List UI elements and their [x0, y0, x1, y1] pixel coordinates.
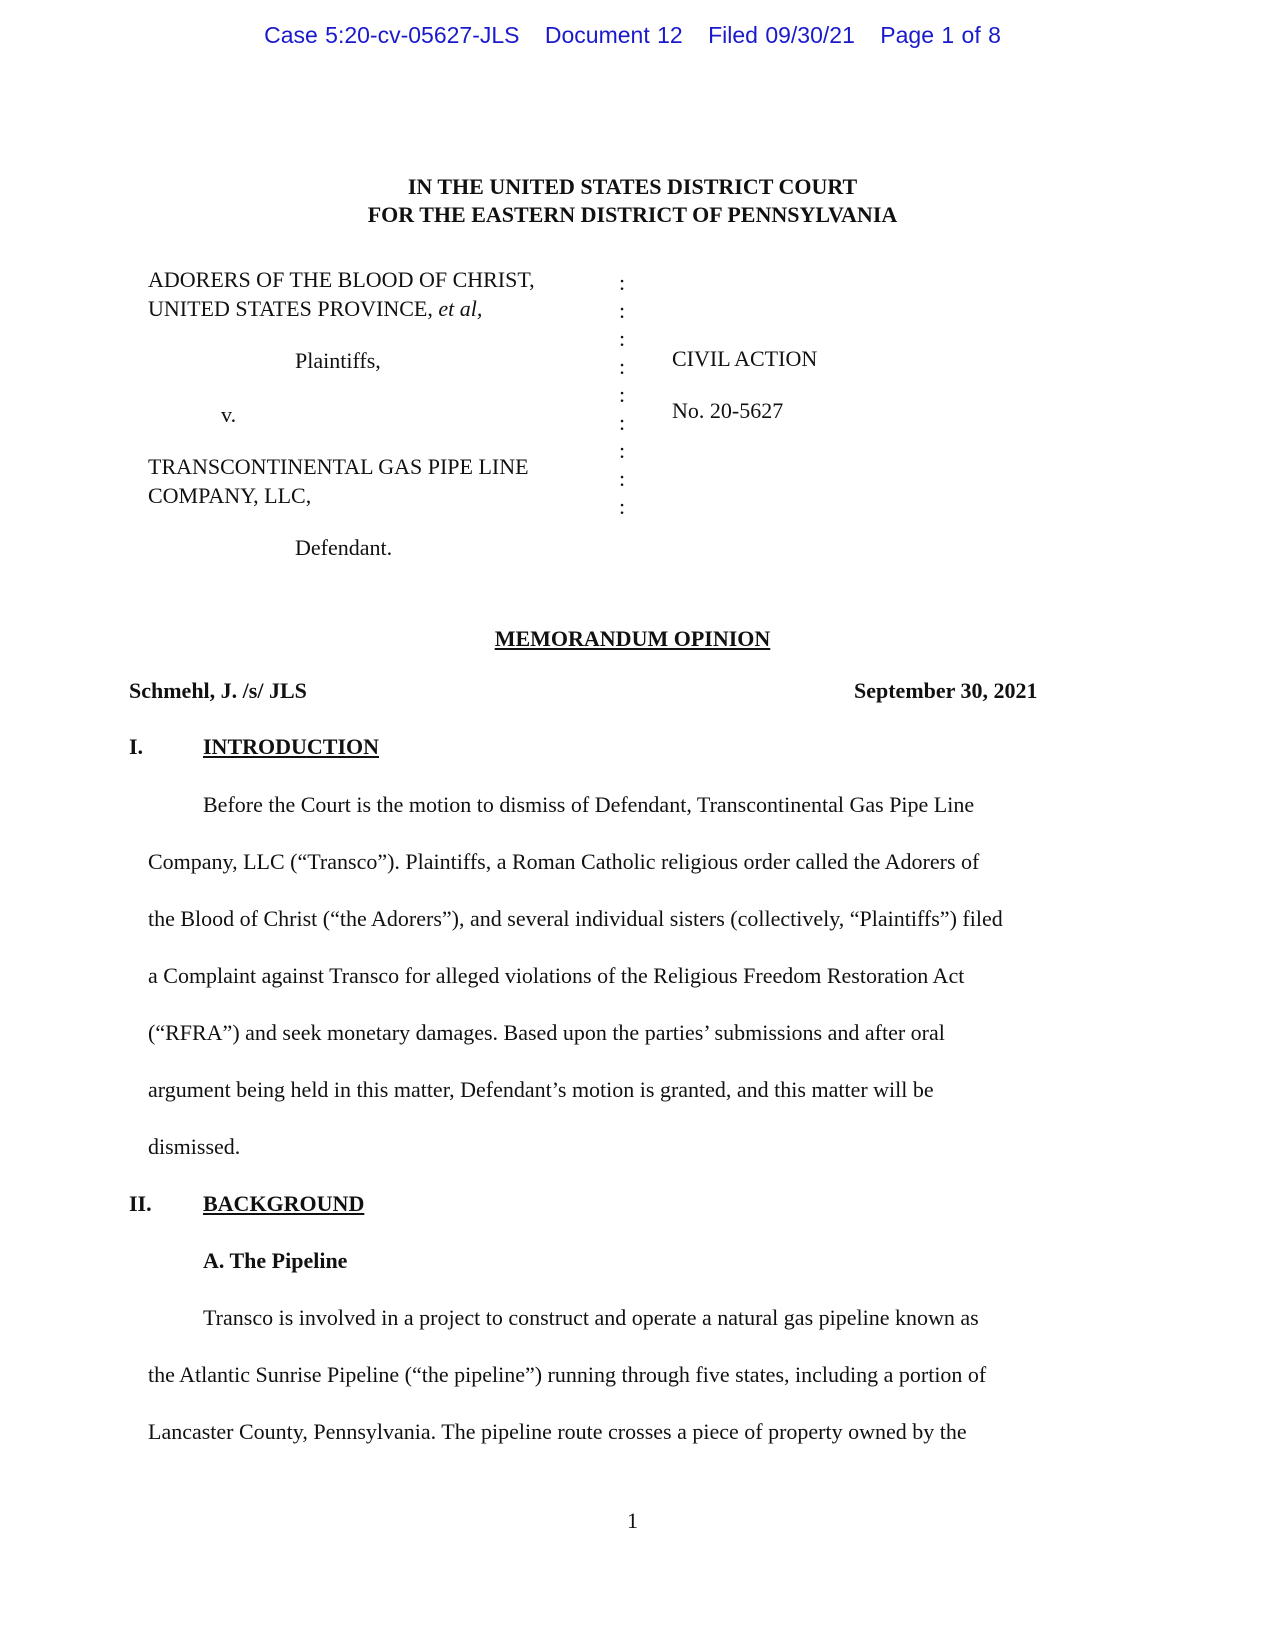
- opinion-date: September 30, 2021: [854, 678, 1038, 703]
- paragraph-line: dismissed.: [148, 1134, 241, 1159]
- paragraph-line: (“RFRA”) and seek monetary damages. Based upon the parties’ submissions and after oral: [148, 1020, 945, 1045]
- section-number-intro: I.: [129, 734, 144, 759]
- caption-separator: :: [619, 410, 626, 435]
- defendant-name-line2: COMPANY, LLC,: [148, 483, 312, 508]
- caption-separator: :: [619, 382, 626, 407]
- plaintiffs-label: Plaintiffs,: [295, 348, 381, 373]
- section-heading-background: BACKGROUND: [203, 1191, 365, 1216]
- paragraph-line: the Atlantic Sunrise Pipeline (“the pipeline”) running through five states, including a portion of: [148, 1362, 987, 1387]
- case-docket-number: No. 20-5627: [672, 398, 784, 423]
- court-name-line1: IN THE UNITED STATES DISTRICT COURT: [407, 174, 858, 199]
- paragraph-line: Before the Court is the motion to dismiss of Defendant, Transcontinental Gas Pipe Line: [203, 792, 975, 817]
- document-title: MEMORANDUM OPINION: [494, 626, 771, 651]
- section-heading-intro: INTRODUCTION: [203, 734, 380, 759]
- paragraph-line: Company, LLC (“Transco”). Plaintiffs, a Roman Catholic religious order called the Adorers of: [148, 849, 980, 874]
- defendant-label: Defendant.: [295, 535, 393, 560]
- paragraph-line: Transco is involved in a project to construct and operate a natural gas pipeline known as: [203, 1305, 979, 1330]
- paragraph-line: Lancaster County, Pennsylvania. The pipeline route crosses a piece of property owned by the: [148, 1419, 967, 1444]
- plaintiff-name-line1: ADORERS OF THE BLOOD OF CHRIST,: [148, 267, 535, 292]
- section-number-background: II.: [129, 1191, 152, 1216]
- plaintiff-name-line2: UNITED STATES PROVINCE, et al,: [148, 296, 483, 321]
- caption-separator: :: [619, 494, 626, 519]
- caption-separator: :: [619, 298, 626, 323]
- civil-action-label: CIVIL ACTION: [672, 346, 818, 371]
- caption-separator: :: [619, 326, 626, 351]
- subsection-heading-pipeline: A. The Pipeline: [203, 1248, 348, 1273]
- filed-date-stamp: Filed 09/30/21: [708, 22, 855, 48]
- paragraph-line: argument being held in this matter, Defendant’s motion is granted, and this matter will be: [148, 1077, 934, 1102]
- judge-signature: Schmehl, J. /s/ JLS: [129, 678, 307, 703]
- paragraph-line: a Complaint against Transco for alleged violations of the Religious Freedom Restoration Act: [148, 963, 965, 988]
- paragraph-line: the Blood of Christ (“the Adorers”), and several individual sisters (collectively, “Plaintiffs”) filed: [148, 906, 1003, 931]
- case-number-stamp: Case 5:20-cv-05627-JLS: [264, 22, 520, 48]
- caption-separator: :: [619, 354, 626, 379]
- page-count-stamp: Page 1 of 8: [880, 22, 1001, 48]
- et-al: et al,: [438, 296, 483, 321]
- court-name-line2: FOR THE EASTERN DISTRICT OF PENNSYLVANIA: [367, 202, 898, 227]
- caption-separator: :: [619, 270, 626, 295]
- caption-separator: :: [619, 438, 626, 463]
- document-number-stamp: Document 12: [544, 22, 683, 48]
- caption-separator: :: [619, 466, 626, 491]
- page-number: 1: [627, 1508, 638, 1533]
- defendant-name-line1: TRANSCONTINENTAL GAS PIPE LINE: [148, 454, 529, 479]
- filing-header: [0, 22, 1265, 49]
- versus-label: v.: [221, 402, 237, 427]
